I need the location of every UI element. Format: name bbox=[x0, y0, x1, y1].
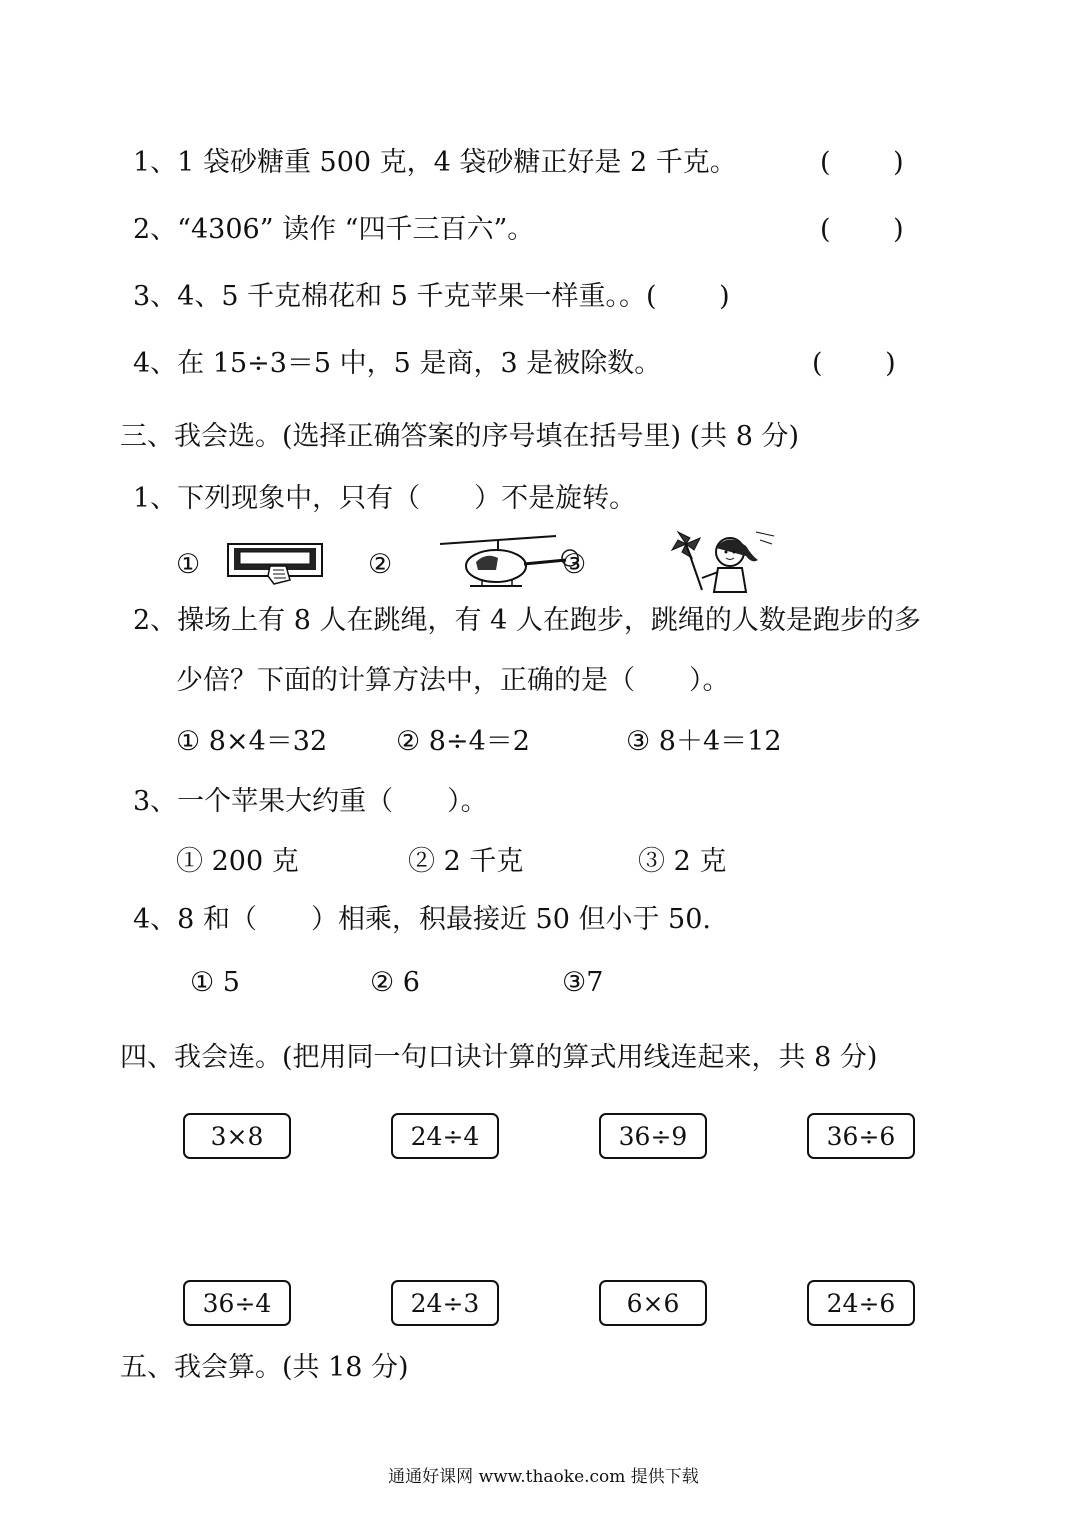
choose-q2-line2: 少倍？下面的计算方法中，正确的是（ ）。 bbox=[176, 665, 730, 696]
connect-top-box-4[interactable]: 36÷6 bbox=[807, 1113, 915, 1159]
judge-item-2: 2、“4306” 读作 “四千三百六”。 bbox=[133, 214, 535, 245]
judge-answer-paren-2[interactable]: ( ) bbox=[820, 214, 904, 245]
drawer-picture bbox=[226, 536, 326, 586]
section-connect-heading: 四、我会连。(把用同一句口诀计算的算式用线连起来，共 8 分) bbox=[120, 1042, 878, 1073]
choose-q3-option-3[interactable]: ③ 2 克 bbox=[638, 846, 727, 877]
connect-top-box-2[interactable]: 24÷4 bbox=[391, 1113, 499, 1159]
choose-q2-option-3[interactable]: ③ 8＋4＝12 bbox=[626, 726, 782, 757]
connect-top-box-1[interactable]: 3×8 bbox=[183, 1113, 291, 1159]
choose-q4-option-3[interactable]: ③7 bbox=[562, 967, 604, 998]
choose-q2-line1: 2、操场上有 8 人在跳绳，有 4 人在跑步，跳绳的人数是跑步的多 bbox=[133, 605, 921, 636]
connect-bottom-box-3[interactable]: 6×6 bbox=[599, 1280, 707, 1326]
choose-q3-option-1[interactable]: ① 200 克 bbox=[176, 846, 299, 877]
judge-item-4: 4、在 15÷3＝5 中，5 是商，3 是被除数。 bbox=[133, 348, 662, 379]
connect-bottom-box-2[interactable]: 24÷3 bbox=[391, 1280, 499, 1326]
choose-q1-option-1[interactable]: ① bbox=[176, 549, 201, 580]
choose-q4-option-2[interactable]: ② 6 bbox=[370, 967, 420, 998]
choose-q4: 4、8 和（ ）相乘，积最接近 50 但小于 50. bbox=[133, 904, 711, 935]
choose-q1-option-3[interactable]: ③ bbox=[562, 549, 587, 580]
section-calc-heading: 五、我会算。(共 18 分) bbox=[120, 1352, 409, 1383]
choose-q3-option-2[interactable]: ② 2 千克 bbox=[408, 846, 524, 877]
choose-q1-option-2[interactable]: ② bbox=[368, 549, 393, 580]
connect-top-box-3[interactable]: 36÷9 bbox=[599, 1113, 707, 1159]
judge-answer-paren-1[interactable]: ( ) bbox=[820, 147, 904, 178]
choose-q3: 3、一个苹果大约重（ ）。 bbox=[133, 786, 488, 817]
section-choose-heading: 三、我会选。(选择正确答案的序号填在括号里) (共 8 分) bbox=[120, 421, 800, 452]
judge-item-3: 3、4、5 千克棉花和 5 千克苹果一样重。。( ) bbox=[133, 281, 730, 312]
pinwheel-girl-picture bbox=[656, 526, 776, 596]
page-footer: 通通好课网 www.thaoke.com 提供下载 bbox=[388, 1467, 699, 1487]
judge-item-1: 1、1 袋砂糖重 500 克，4 袋砂糖正好是 2 千克。 bbox=[133, 147, 737, 178]
choose-q4-option-1[interactable]: ① 5 bbox=[190, 967, 240, 998]
connect-bottom-box-4[interactable]: 24÷6 bbox=[807, 1280, 915, 1326]
judge-answer-paren-4[interactable]: ( ) bbox=[812, 348, 896, 379]
choose-q2-option-2[interactable]: ② 8÷4＝2 bbox=[396, 726, 530, 757]
connect-bottom-box-1[interactable]: 36÷4 bbox=[183, 1280, 291, 1326]
choose-q1: 1、下列现象中，只有（ ）不是旋转。 bbox=[133, 483, 637, 514]
choose-q2-option-1[interactable]: ① 8×4＝32 bbox=[176, 726, 328, 757]
